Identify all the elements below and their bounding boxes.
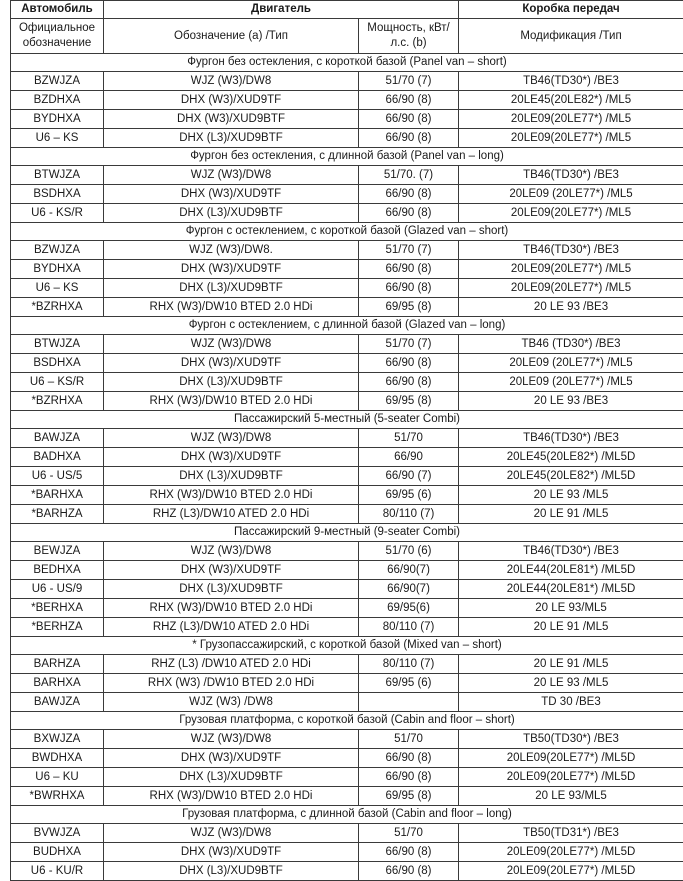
- table-row: [11, 204, 683, 223]
- engine-cell: WJZ (W3)/DW8: [104, 542, 359, 561]
- table-row: [11, 448, 683, 467]
- table-row: [11, 655, 683, 674]
- gearbox-cell: TB50(TD31*) /BE3: [459, 824, 683, 843]
- gearbox-cell: TB46(TD30*) /BE3: [459, 166, 683, 185]
- table-row: [11, 72, 683, 91]
- vehicle-spec-table: [10, 0, 683, 881]
- engine-cell: RHX (W3)/DW10 BTED 2.0 HDi: [104, 392, 359, 411]
- engine-cell: DHX (W3)/XUD9TF: [104, 843, 359, 862]
- power-cell: 66/90 (8): [359, 91, 459, 110]
- power-cell: 69/95 (6): [359, 674, 459, 693]
- engine-cell: WJZ (W3)/DW8.: [104, 241, 359, 260]
- power-cell: 51/70: [359, 824, 459, 843]
- gearbox-cell: 20LE09(20LE77*) /ML5: [459, 129, 683, 148]
- power-cell: 69/95 (8): [359, 392, 459, 411]
- engine-cell: DHX (W3)/XUD9TF: [104, 448, 359, 467]
- gearbox-cell: 20 LE 93 /ML5: [459, 486, 683, 505]
- header-row-main: [11, 1, 683, 19]
- car-code-cell: BZWJZA: [11, 241, 104, 260]
- power-cell: [359, 693, 459, 712]
- table-row: [11, 354, 683, 373]
- gearbox-cell: 20LE09 (20LE77*) /ML5: [459, 354, 683, 373]
- engine-cell: RHZ (L3) /DW10 ATED 2.0 HDi: [104, 655, 359, 674]
- engine-cell: RHZ (L3)/DW10 ATED 2.0 HDi: [104, 618, 359, 637]
- engine-cell: RHZ (L3)/DW10 ATED 2.0 HDi: [104, 505, 359, 524]
- car-code-cell: *BERHZA: [11, 618, 104, 637]
- engine-cell: DHX (W3)/XUD9TF: [104, 561, 359, 580]
- table-row: [11, 505, 683, 524]
- car-code-cell: BAWJZA: [11, 429, 104, 448]
- car-code-cell: BZWJZA: [11, 72, 104, 91]
- table-row: [11, 787, 683, 806]
- table-row: [11, 373, 683, 392]
- power-cell: 51/70: [359, 730, 459, 749]
- power-cell: 51/70: [359, 429, 459, 448]
- power-cell: 66/90 (8): [359, 110, 459, 129]
- spec-page: [10, 0, 683, 881]
- table-row: [11, 298, 683, 317]
- header-power: Мощность, кВт/л.с. (b): [359, 19, 459, 54]
- engine-cell: WJZ (W3)/DW8: [104, 824, 359, 843]
- gearbox-cell: 20LE09(20LE77*) /ML5D: [459, 768, 683, 787]
- power-cell: 66/90 (8): [359, 749, 459, 768]
- gearbox-cell: 20LE09(20LE77*) /ML5: [459, 110, 683, 129]
- car-code-cell: *BZRHXA: [11, 298, 104, 317]
- car-code-cell: *BERHXA: [11, 599, 104, 618]
- engine-cell: RHX (W3)/DW10 BTED 2.0 HDi: [104, 298, 359, 317]
- power-cell: 51/70 (7): [359, 72, 459, 91]
- section-header-row: [11, 411, 683, 429]
- engine-cell: DHX (L3)/XUD9BTF: [104, 580, 359, 599]
- section-title: Пассажирский 9-местный (9-seater Combi): [11, 524, 683, 542]
- gearbox-cell: 20LE09(20LE77*) /ML5: [459, 204, 683, 223]
- power-cell: 80/110 (7): [359, 618, 459, 637]
- table-row: [11, 335, 683, 354]
- car-code-cell: *BZRHXA: [11, 392, 104, 411]
- power-cell: 66/90 (8): [359, 185, 459, 204]
- engine-cell: WJZ (W3)/DW8: [104, 335, 359, 354]
- section-header-row: [11, 712, 683, 730]
- gearbox-cell: TB46(TD30*) /BE3: [459, 429, 683, 448]
- gearbox-cell: 20LE09(20LE77*) /ML5: [459, 260, 683, 279]
- car-code-cell: BZDHXA: [11, 91, 104, 110]
- power-cell: 69/95(6): [359, 599, 459, 618]
- car-code-cell: U6 - US/9: [11, 580, 104, 599]
- table-row: [11, 674, 683, 693]
- car-code-cell: BEDHXA: [11, 561, 104, 580]
- engine-cell: RHX (W3)/DW10 BTED 2.0 HDi: [104, 787, 359, 806]
- gearbox-cell: 20LE09 (20LE77*) /ML5: [459, 185, 683, 204]
- car-code-cell: U6 – KS: [11, 279, 104, 298]
- header-engine-code: Обозначение (a) /Тип: [104, 19, 359, 54]
- car-code-cell: BSDHXA: [11, 185, 104, 204]
- section-header-row: [11, 54, 683, 72]
- car-code-cell: BSDHXA: [11, 354, 104, 373]
- gearbox-cell: TB46(TD30*) /BE3: [459, 72, 683, 91]
- car-code-cell: U6 – KS: [11, 129, 104, 148]
- power-cell: 69/95 (6): [359, 486, 459, 505]
- section-header-row: [11, 524, 683, 542]
- car-code-cell: U6 – KS/R: [11, 373, 104, 392]
- power-cell: 66/90 (8): [359, 373, 459, 392]
- section-title: Фургон без остекления, с короткой базой (Panel van – short): [11, 54, 683, 72]
- header-gearbox: Коробка передач: [459, 1, 683, 19]
- power-cell: 69/95 (8): [359, 298, 459, 317]
- car-code-cell: BARHZA: [11, 655, 104, 674]
- table-row: [11, 843, 683, 862]
- gearbox-cell: 20LE45(20LE82*) /ML5: [459, 91, 683, 110]
- power-cell: 51/70 (7): [359, 241, 459, 260]
- table-row: [11, 166, 683, 185]
- table-row: [11, 824, 683, 843]
- engine-cell: DHX (L3)/XUD9BTF: [104, 279, 359, 298]
- power-cell: 66/90 (8): [359, 354, 459, 373]
- engine-cell: DHX (L3)/XUD9BTF: [104, 129, 359, 148]
- car-code-cell: BYDHXA: [11, 110, 104, 129]
- header-gearbox-modification: Модификация /Тип: [459, 19, 683, 54]
- engine-cell: DHX (L3)/XUD9BTF: [104, 862, 359, 881]
- engine-cell: DHX (L3)/XUD9BTF: [104, 204, 359, 223]
- section-title: Фургон с остеклением, с короткой базой (Glazed van – short): [11, 223, 683, 241]
- table-header: [11, 1, 683, 54]
- car-code-cell: BXWJZA: [11, 730, 104, 749]
- engine-cell: WJZ (W3)/DW8: [104, 72, 359, 91]
- power-cell: 66/90 (8): [359, 279, 459, 298]
- power-cell: 66/90 (8): [359, 204, 459, 223]
- header-engine: Двигатель: [104, 1, 459, 19]
- table-row: [11, 91, 683, 110]
- engine-cell: DHX (W3)/XUD9TF: [104, 185, 359, 204]
- gearbox-cell: TB46 (TD30*) /BE3: [459, 335, 683, 354]
- table-row: [11, 185, 683, 204]
- gearbox-cell: 20 LE 93/ML5: [459, 787, 683, 806]
- car-code-cell: *BARHZA: [11, 505, 104, 524]
- table-row: [11, 580, 683, 599]
- car-code-cell: U6 - KS/R: [11, 204, 104, 223]
- gearbox-cell: TD 30 /BE3: [459, 693, 683, 712]
- gearbox-cell: 20LE45(20LE82*) /ML5D: [459, 467, 683, 486]
- car-code-cell: *BWRHXA: [11, 787, 104, 806]
- car-code-cell: BYDHXA: [11, 260, 104, 279]
- section-header-row: [11, 806, 683, 824]
- table-row: [11, 429, 683, 448]
- engine-cell: RHX (W3) /DW10 BTED 2.0 HDi: [104, 674, 359, 693]
- car-code-cell: BTWJZA: [11, 166, 104, 185]
- engine-cell: WJZ (W3) /DW8: [104, 693, 359, 712]
- engine-cell: DHX (W3)/XUD9BTF: [104, 110, 359, 129]
- header-car: Автомобиль: [11, 1, 104, 19]
- power-cell: 66/90(7): [359, 580, 459, 599]
- gearbox-cell: 20 LE 93 /BE3: [459, 298, 683, 317]
- table-row: [11, 693, 683, 712]
- power-cell: 51/70. (7): [359, 166, 459, 185]
- gearbox-cell: 20LE45(20LE82*) /ML5D: [459, 448, 683, 467]
- car-code-cell: BARHXA: [11, 674, 104, 693]
- car-code-cell: U6 – KU: [11, 768, 104, 787]
- engine-cell: RHX (W3)/DW10 BTED 2.0 HDi: [104, 486, 359, 505]
- power-cell: 66/90(7): [359, 561, 459, 580]
- section-title: Пассажирский 5-местный (5-seater Combi): [11, 411, 683, 429]
- gearbox-cell: 20 LE 91 /ML5: [459, 655, 683, 674]
- gearbox-cell: 20LE44(20LE81*) /ML5D: [459, 561, 683, 580]
- power-cell: 66/90: [359, 448, 459, 467]
- table-row: [11, 392, 683, 411]
- gearbox-cell: TB46(TD30*) /BE3: [459, 542, 683, 561]
- gearbox-cell: TB50(TD30*) /BE3: [459, 730, 683, 749]
- engine-cell: DHX (W3)/XUD9TF: [104, 91, 359, 110]
- engine-cell: DHX (L3)/XUD9BTF: [104, 768, 359, 787]
- table-row: [11, 129, 683, 148]
- car-code-cell: U6 - US/5: [11, 467, 104, 486]
- table-row: [11, 110, 683, 129]
- table-row: [11, 279, 683, 298]
- car-code-cell: *BARHXA: [11, 486, 104, 505]
- engine-cell: DHX (L3)/XUD9BTF: [104, 373, 359, 392]
- car-code-cell: BUDHXA: [11, 843, 104, 862]
- table-row: [11, 599, 683, 618]
- power-cell: 66/90 (8): [359, 843, 459, 862]
- car-code-cell: BAWJZA: [11, 693, 104, 712]
- engine-cell: RHX (W3)/DW10 BTED 2.0 HDi: [104, 599, 359, 618]
- gearbox-cell: 20LE09(20LE77*) /ML5D: [459, 749, 683, 768]
- engine-cell: DHX (L3)/XUD9BTF: [104, 467, 359, 486]
- gearbox-cell: 20LE09(20LE77*) /ML5: [459, 279, 683, 298]
- section-header-row: [11, 148, 683, 166]
- table-row: [11, 768, 683, 787]
- section-title: Грузовая платформа, с короткой базой (Cabin and floor – short): [11, 712, 683, 730]
- engine-cell: WJZ (W3)/DW8: [104, 730, 359, 749]
- power-cell: 69/95 (8): [359, 787, 459, 806]
- table-body: [11, 54, 683, 881]
- table-row: [11, 486, 683, 505]
- section-header-row: [11, 223, 683, 241]
- table-row: [11, 618, 683, 637]
- power-cell: 80/110 (7): [359, 505, 459, 524]
- gearbox-cell: 20 LE 91 /ML5: [459, 618, 683, 637]
- power-cell: 66/90 (8): [359, 260, 459, 279]
- table-row: [11, 542, 683, 561]
- car-code-cell: BEWJZA: [11, 542, 104, 561]
- section-title: Фургон с остеклением, с длинной базой (Glazed van – long): [11, 317, 683, 335]
- power-cell: 66/90 (8): [359, 768, 459, 787]
- car-code-cell: BTWJZA: [11, 335, 104, 354]
- table-row: [11, 749, 683, 768]
- car-code-cell: BWDHXA: [11, 749, 104, 768]
- engine-cell: DHX (W3)/XUD9TF: [104, 354, 359, 373]
- table-row: [11, 260, 683, 279]
- table-row: [11, 730, 683, 749]
- section-title: * Грузопассажирский, с короткой базой (Mixed van – short): [11, 637, 683, 655]
- gearbox-cell: 20LE09(20LE77*) /ML5D: [459, 843, 683, 862]
- engine-cell: DHX (W3)/XUD9TF: [104, 260, 359, 279]
- car-code-cell: BADHXA: [11, 448, 104, 467]
- header-official-designation: Официальное обозначение: [11, 19, 104, 54]
- gearbox-cell: 20LE09(20LE77*) /ML5D: [459, 862, 683, 881]
- power-cell: 66/90 (8): [359, 129, 459, 148]
- table-row: [11, 467, 683, 486]
- power-cell: 51/70 (7): [359, 335, 459, 354]
- section-title: Грузовая платформа, с длинной базой (Cabin and floor – long): [11, 806, 683, 824]
- table-row: [11, 862, 683, 881]
- gearbox-cell: 20LE44(20LE81*) /ML5D: [459, 580, 683, 599]
- gearbox-cell: 20LE09 (20LE77*) /ML5: [459, 373, 683, 392]
- power-cell: 51/70 (6): [359, 542, 459, 561]
- engine-cell: WJZ (W3)/DW8: [104, 429, 359, 448]
- section-header-row: [11, 317, 683, 335]
- engine-cell: WJZ (W3)/DW8: [104, 166, 359, 185]
- gearbox-cell: 20 LE 91 /ML5: [459, 505, 683, 524]
- power-cell: 66/90 (7): [359, 467, 459, 486]
- car-code-cell: BVWJZA: [11, 824, 104, 843]
- gearbox-cell: TB46(TD30*) /BE3: [459, 241, 683, 260]
- gearbox-cell: 20 LE 93 /BE3: [459, 392, 683, 411]
- table-row: [11, 241, 683, 260]
- power-cell: 66/90 (8): [359, 862, 459, 881]
- car-code-cell: U6 - KU/R: [11, 862, 104, 881]
- gearbox-cell: 20 LE 93 /ML5: [459, 674, 683, 693]
- header-row-sub: [11, 19, 683, 54]
- section-title: Фургон без остекления, с длинной базой (Panel van – long): [11, 148, 683, 166]
- engine-cell: DHX (W3)/XUD9TF: [104, 749, 359, 768]
- power-cell: 80/110 (7): [359, 655, 459, 674]
- table-row: [11, 561, 683, 580]
- section-header-row: [11, 637, 683, 655]
- gearbox-cell: 20 LE 93/ML5: [459, 599, 683, 618]
